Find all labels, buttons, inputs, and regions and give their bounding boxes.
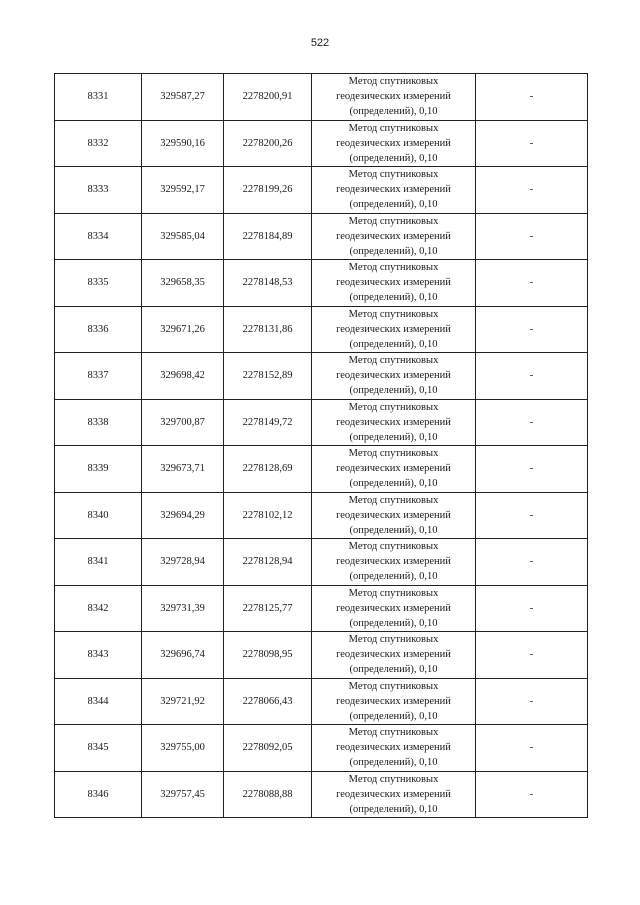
point-number-cell: 8333 (55, 167, 142, 214)
y-coordinate-cell: 2278066,43 (224, 678, 312, 725)
page-number: 522 (310, 37, 330, 49)
description-cell: - (476, 306, 588, 353)
x-coordinate-cell: 329658,35 (142, 260, 224, 307)
x-coordinate-cell: 329698,42 (142, 353, 224, 400)
description-cell: - (476, 353, 588, 400)
point-number-cell: 8334 (55, 213, 142, 260)
description-cell: - (476, 492, 588, 539)
y-coordinate-cell: 2278200,26 (224, 120, 312, 167)
method-text-line: Метод спутниковых (348, 122, 439, 134)
y-coordinate-cell: 2278125,77 (224, 585, 312, 632)
method-text-line: (определений), 0,10 (349, 617, 438, 629)
x-coordinate-cell: 329721,92 (142, 678, 224, 725)
point-number-cell: 8340 (55, 492, 142, 539)
description-cell: - (476, 120, 588, 167)
method-text-line: геодезических измерений (336, 788, 451, 800)
method-cell (312, 353, 476, 400)
description-cell: - (476, 74, 588, 121)
table-row (55, 725, 588, 772)
description-cell: - (476, 585, 588, 632)
description-cell: - (476, 446, 588, 493)
method-text-line: Метод спутниковых (348, 215, 439, 227)
table-row (55, 446, 588, 493)
table-row (55, 632, 588, 679)
point-number-cell: 8336 (55, 306, 142, 353)
method-text-line: Метод спутниковых (348, 355, 439, 367)
method-text-line: Метод спутниковых (348, 634, 439, 646)
method-text-line: (определений), 0,10 (349, 478, 438, 490)
x-coordinate-cell: 329587,27 (142, 74, 224, 121)
point-number-cell: 8341 (55, 539, 142, 586)
method-cell (312, 585, 476, 632)
x-coordinate-cell: 329731,39 (142, 585, 224, 632)
table-row (55, 306, 588, 353)
description-cell: - (476, 632, 588, 679)
method-cell (312, 74, 476, 121)
method-text-line: (определений), 0,10 (349, 385, 438, 397)
x-coordinate-cell: 329696,74 (142, 632, 224, 679)
x-coordinate-cell: 329757,45 (142, 771, 224, 818)
method-text-line: геодезических измерений (336, 556, 451, 568)
point-number-cell: 8345 (55, 725, 142, 772)
method-text-line: геодезических измерений (336, 463, 451, 475)
y-coordinate-cell: 2278199,26 (224, 167, 312, 214)
description-cell: - (476, 725, 588, 772)
x-coordinate-cell: 329585,04 (142, 213, 224, 260)
method-text-line: Метод спутниковых (348, 773, 439, 785)
method-text-line: (определений), 0,10 (349, 431, 438, 443)
table-row (55, 678, 588, 725)
description-cell: - (476, 167, 588, 214)
method-text-line: (определений), 0,10 (349, 292, 438, 304)
method-text-line: геодезических измерений (336, 91, 451, 103)
method-text-line: (определений), 0,10 (349, 245, 438, 257)
method-text-line: Метод спутниковых (348, 727, 439, 739)
method-text-line: (определений), 0,10 (349, 524, 438, 536)
method-text-line: Метод спутниковых (348, 587, 439, 599)
y-coordinate-cell: 2278102,12 (224, 492, 312, 539)
method-text-line: Метод спутниковых (348, 308, 439, 320)
method-text-line: Метод спутниковых (348, 401, 439, 413)
description-cell: - (476, 260, 588, 307)
method-text-line: Метод спутниковых (348, 76, 439, 88)
description-cell: - (476, 771, 588, 818)
method-text-line: (определений), 0,10 (349, 803, 438, 815)
x-coordinate-cell: 329592,17 (142, 167, 224, 214)
method-text-line: Метод спутниковых (348, 494, 439, 506)
table-row (55, 74, 588, 121)
y-coordinate-cell: 2278098,95 (224, 632, 312, 679)
method-text-line: геодезических измерений (336, 137, 451, 149)
method-text-line: геодезических измерений (336, 695, 451, 707)
method-text-line: геодезических измерений (336, 323, 451, 335)
description-cell: - (476, 399, 588, 446)
method-text-line: (определений), 0,10 (349, 757, 438, 769)
y-coordinate-cell: 2278128,69 (224, 446, 312, 493)
method-cell (312, 213, 476, 260)
point-number-cell: 8335 (55, 260, 142, 307)
y-coordinate-cell: 2278152,89 (224, 353, 312, 400)
method-cell (312, 539, 476, 586)
method-text-line: Метод спутниковых (348, 262, 439, 274)
table-row (55, 399, 588, 446)
table-row (55, 492, 588, 539)
point-number-cell: 8331 (55, 74, 142, 121)
method-text-line: (определений), 0,10 (349, 571, 438, 583)
method-cell (312, 446, 476, 493)
x-coordinate-cell: 329755,00 (142, 725, 224, 772)
method-text-line: геодезических измерений (336, 509, 451, 521)
method-text-line: геодезических измерений (336, 370, 451, 382)
x-coordinate-cell: 329590,16 (142, 120, 224, 167)
table-row (55, 167, 588, 214)
method-text-line: (определений), 0,10 (349, 199, 438, 211)
table-row (55, 213, 588, 260)
description-cell: - (476, 539, 588, 586)
method-cell (312, 771, 476, 818)
y-coordinate-cell: 2278200,91 (224, 74, 312, 121)
y-coordinate-cell: 2278092,05 (224, 725, 312, 772)
point-number-cell: 8339 (55, 446, 142, 493)
coordinates-table (54, 73, 588, 818)
method-text-line: Метод спутниковых (348, 448, 439, 460)
point-number-cell: 8342 (55, 585, 142, 632)
method-text-line: (определений), 0,10 (349, 664, 438, 676)
y-coordinate-cell: 2278184,89 (224, 213, 312, 260)
x-coordinate-cell: 329728,94 (142, 539, 224, 586)
method-text-line: геодезических измерений (336, 230, 451, 242)
method-text-line: геодезических измерений (336, 277, 451, 289)
y-coordinate-cell: 2278131,86 (224, 306, 312, 353)
coordinates-table-body (55, 74, 588, 818)
method-cell (312, 632, 476, 679)
method-text-line: геодезических измерений (336, 184, 451, 196)
table-row (55, 260, 588, 307)
method-text-line: геодезических измерений (336, 602, 451, 614)
method-text-line: (определений), 0,10 (349, 338, 438, 350)
table-row (55, 771, 588, 818)
y-coordinate-cell: 2278149,72 (224, 399, 312, 446)
method-cell (312, 260, 476, 307)
method-cell (312, 678, 476, 725)
method-cell (312, 725, 476, 772)
table-row (55, 120, 588, 167)
table-row (55, 585, 588, 632)
method-text-line: геодезических измерений (336, 416, 451, 428)
point-number-cell: 8338 (55, 399, 142, 446)
method-text-line: геодезических измерений (336, 649, 451, 661)
method-text-line: (определений), 0,10 (349, 106, 438, 118)
method-text-line: Метод спутниковых (348, 169, 439, 181)
y-coordinate-cell: 2278128,94 (224, 539, 312, 586)
x-coordinate-cell: 329694,29 (142, 492, 224, 539)
method-text-line: Метод спутниковых (348, 541, 439, 553)
method-text-line: (определений), 0,10 (349, 710, 438, 722)
method-text-line: (определений), 0,10 (349, 152, 438, 164)
table-row (55, 539, 588, 586)
x-coordinate-cell: 329671,26 (142, 306, 224, 353)
method-cell (312, 306, 476, 353)
y-coordinate-cell: 2278088,88 (224, 771, 312, 818)
method-text-line: Метод спутниковых (348, 680, 439, 692)
method-text-line: геодезических измерений (336, 742, 451, 754)
x-coordinate-cell: 329700,87 (142, 399, 224, 446)
x-coordinate-cell: 329673,71 (142, 446, 224, 493)
point-number-cell: 8337 (55, 353, 142, 400)
y-coordinate-cell: 2278148,53 (224, 260, 312, 307)
description-cell: - (476, 213, 588, 260)
point-number-cell: 8346 (55, 771, 142, 818)
method-cell (312, 167, 476, 214)
method-cell (312, 399, 476, 446)
method-cell (312, 492, 476, 539)
method-cell (312, 120, 476, 167)
point-number-cell: 8343 (55, 632, 142, 679)
point-number-cell: 8344 (55, 678, 142, 725)
point-number-cell: 8332 (55, 120, 142, 167)
description-cell: - (476, 678, 588, 725)
table-row (55, 353, 588, 400)
